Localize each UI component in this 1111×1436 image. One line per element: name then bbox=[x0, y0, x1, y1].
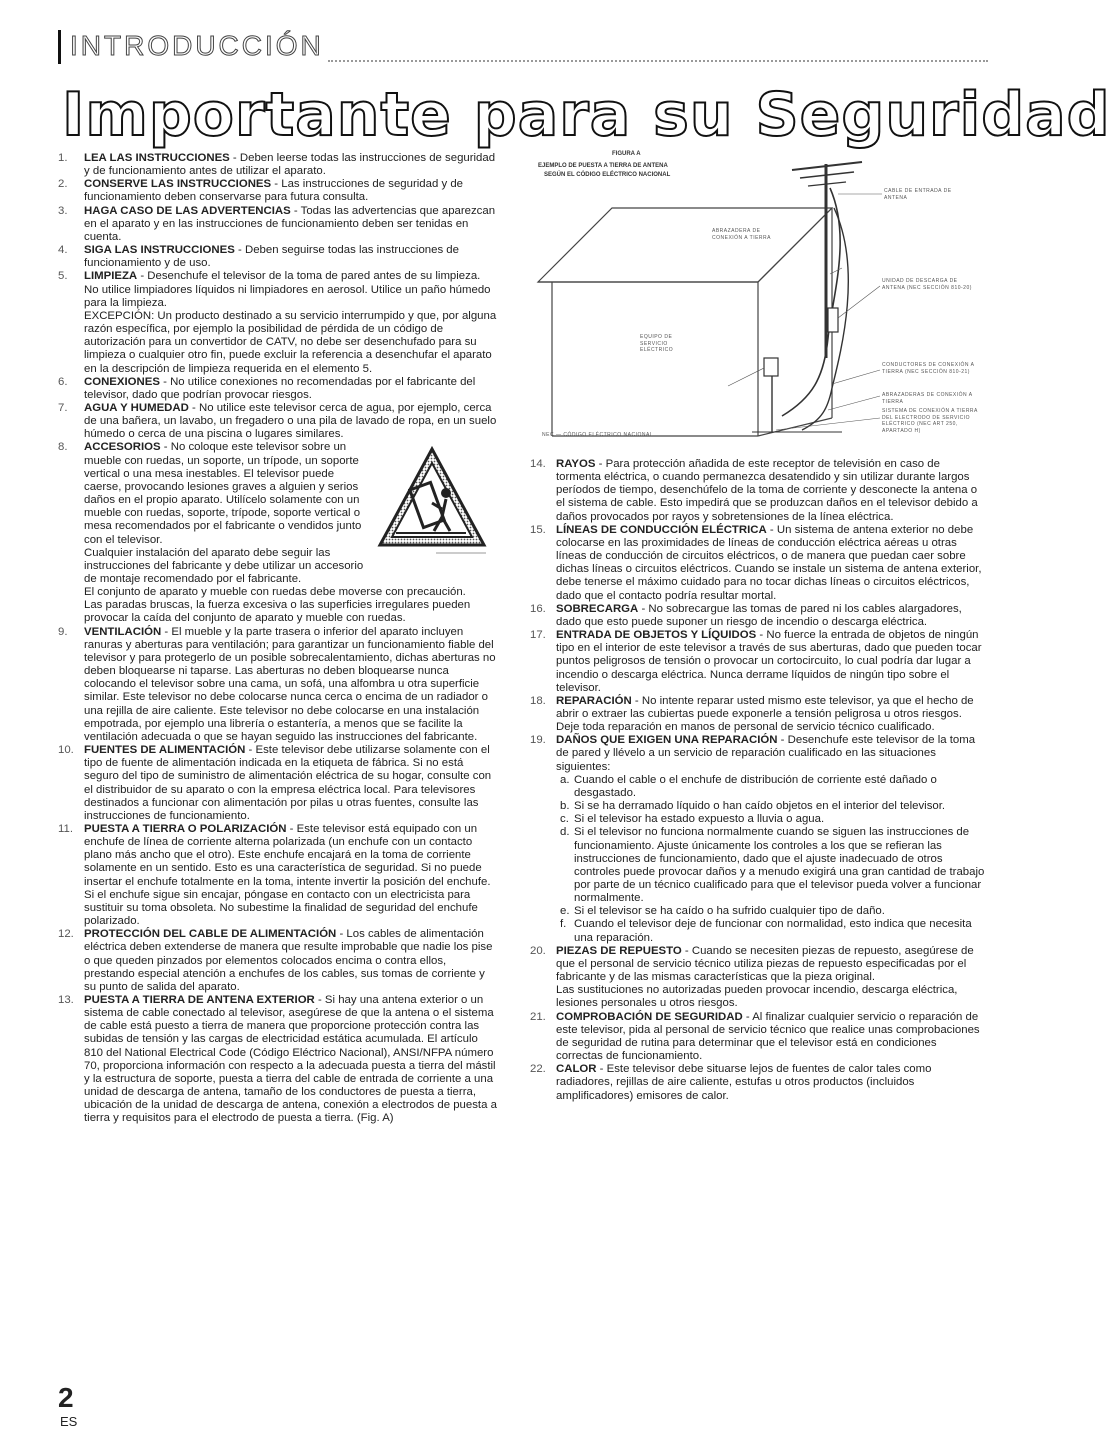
item-text: - Todas las advertencias que aparezcan en el aparato y en las instrucciones de funcionamiento deben ser tenidas en cuenta. bbox=[84, 204, 496, 243]
item-paragraph: EXCEPCIÓN: Un producto destinado a su servicio interrumpido y que, por alguna razón específica, por ejemplo la posibilidad de pérdida de un código de autorización para un convertidor de CATV, no debe ser desenchufado para su limpieza o cualquier otro fin, puede excluir la referencia a desenchufar el aparato en la descripción de limpieza requerida en el elemento 5. bbox=[84, 309, 497, 375]
safety-item bbox=[58, 928, 498, 994]
item-heading: COMPROBACIÓN DE SEGURIDAD bbox=[556, 1010, 743, 1023]
item-number: 13. bbox=[58, 994, 74, 1006]
item-heading: PIEZAS DE REPUESTO bbox=[556, 944, 682, 957]
figure-subtitle: SEGÚN EL CÓDIGO ELÉCTRICO NACIONAL bbox=[544, 172, 671, 178]
item-heading: CALOR bbox=[556, 1063, 597, 1076]
safety-item bbox=[58, 626, 498, 744]
item-heading: SIGA LAS INSTRUCCIONES bbox=[84, 244, 235, 257]
label-antenna-cable: CABLE DE ENTRADA DE ANTENA bbox=[884, 188, 952, 201]
sub-item bbox=[556, 826, 986, 905]
item-text: - Cuando se necesiten piezas de repuesto, asegúrese de que el personal de servicio técnico utiliza piezas de repuesto especificadas por el fabricante y de las mismas características que la pieza original. bbox=[556, 944, 974, 984]
safety-item bbox=[58, 152, 498, 178]
safety-item bbox=[530, 1011, 986, 1064]
safety-item bbox=[58, 994, 498, 1126]
safety-item bbox=[530, 629, 986, 695]
item-heading: PUESTA A TIERRA DE ANTENA EXTERIOR bbox=[84, 994, 315, 1006]
item-paragraph: Las paradas bruscas, la fuerza excesiva o las superficies irregulares pueden provocar la caída del conjunto de aparato y mueble con ruedas. bbox=[84, 599, 471, 625]
item-number: 21. bbox=[530, 1010, 546, 1023]
page-number: 2 bbox=[58, 1382, 74, 1413]
item-text: - Para protección añadida de este receptor de televisión en caso de tormenta eléctrica, o cuando permanezca desatendido y sin utilizar durante largos períodos de tiempo, desenchúfelo de la toma de corriente y desconecte la antena o el sistema de cable. Esto impedirá que se produzcan daños en el televisor debido a daños provocados por rayos y sobretensiones de la línea eléctrica. bbox=[556, 458, 978, 523]
item-text: - Un sistema de antena exterior no debe colocarse en las proximidades de líneas de conducción eléctrica aéreas u otras líneas de conducción de circuitos eléctricos, o de manera que puedan caer sobre dichas líneas o circuitos eléctricos. Cuando se instale un sistema de antena exterior, debe tenerse el máximo cuidado para no tocar dichas líneas o circuitos eléctricos, dado que el contacto podría resultar mortal. bbox=[556, 523, 982, 602]
sub-item-text: Cuando el cable o el enchufe de distribución de corriente esté dañado o desgastado. bbox=[574, 773, 937, 799]
figure-subtitle: EJEMPLO DE PUESTA A TIERRA DE ANTENA bbox=[538, 163, 668, 169]
label-ground-clamp: ABRAZADERA DE CONEXIÓN A TIERRA bbox=[712, 228, 771, 241]
item-number: 3. bbox=[58, 204, 68, 217]
item-heading: SOBRECARGA bbox=[556, 602, 639, 615]
item-number: 8. bbox=[58, 441, 68, 454]
item-text: - No fuerce la entrada de objetos de ningún tipo en el interior de este televisor a través de sus aberturas, dado que pueden tocar puntos peligrosos de tensión o provocar un cortocircuito, lo cual podría dar lugar a incendio o descarga eléctrica. Nunca derrame líquidos de ningún tipo sobre el televisor. bbox=[556, 629, 982, 694]
sub-item-text: Cuando el televisor deje de funcionar con normalidad, esto indica que necesita una reparación. bbox=[574, 918, 972, 944]
label-electrode-system: SISTEMA DE CONEXIÓN A TIERRA DEL ELECTRODO DE SERVICIO ELÉCTRICO (NEC ART 250, APARTADO H) bbox=[882, 408, 978, 434]
sub-item-letter: a. bbox=[560, 773, 570, 786]
item-number: 6. bbox=[58, 375, 68, 388]
item-heading: PROTECCIÓN DEL CABLE DE ALIMENTACIÓN bbox=[84, 928, 337, 941]
item-number: 16. bbox=[530, 602, 546, 615]
item-text: - El mueble y la parte trasera o inferior del aparato incluyen ranuras y aberturas para ventilación; para garantizar un funcionamiento fiable del televisor y para protegerlo de un posible sobrecalentamiento, dichas aberturas no deben bloquearse ni taparse. Las aberturas no deben bloquearse nunca colocando el televisor sobre una cama, un sofá, una alfombra u otra superficie similar. Este televisor no debe colocarse nunca cerca o encima de un radiador o una rejilla de aire caliente. Este televisor no debe colocarse en una instalación empotrada, por ejemplo una librería o estantería, a menos que se facilite la ventilación adecuada o que se hayan seguido las instrucciones del fabricante. bbox=[84, 625, 496, 743]
item-text: - No coloque este televisor sobre un mueble con ruedas, un soporte, un trípode, un soporte vertical o una mesa inestables. El televisor puede caerse, provocando lesiones graves a alguien y serios daños en el propio aparato. Utilícelo solamente con un mueble con ruedas, soporte, trípode, soporte vertical o mesa recomendados por el fabricante o vendidos junto con el televisor. bbox=[84, 441, 362, 546]
antenna-grounding-figure bbox=[532, 148, 988, 448]
item-number: 12. bbox=[58, 928, 74, 941]
item-heading: RAYOS bbox=[556, 458, 596, 470]
item-number: 20. bbox=[530, 944, 546, 957]
sub-item-letter: d. bbox=[560, 826, 570, 839]
safety-item bbox=[58, 376, 498, 402]
figure-title: FIGURA A bbox=[612, 151, 641, 157]
item-text: - No utilice conexiones no recomendadas por el fabricante del televisor, dado que podrían provocar riesgos. bbox=[84, 375, 476, 401]
item-heading: REPARACIÓN bbox=[556, 694, 632, 707]
safety-item bbox=[58, 823, 498, 928]
item-paragraph: El conjunto de aparato y mueble con ruedas debe moverse con precaución. bbox=[84, 586, 466, 599]
page-title: Importante para su Seguridad bbox=[62, 80, 1111, 150]
safety-item-8 bbox=[58, 441, 498, 625]
item-number: 14. bbox=[530, 458, 546, 470]
item-heading: VENTILACIÓN bbox=[84, 625, 162, 638]
label-discharge-unit: UNIDAD DE DESCARGA DE ANTENA (NEC SECCIÓN 810-20) bbox=[882, 278, 972, 291]
item-text: - Las instrucciones de seguridad y de funcionamiento deben conservarse para futura consulta. bbox=[84, 178, 463, 204]
safety-item bbox=[58, 744, 498, 823]
item-heading: LIMPIEZA bbox=[84, 270, 138, 283]
item-paragraph: Cualquier instalación del aparato debe seguir las instrucciones del fabricante y debe utilizar un accesorio de montaje recomendado por el fabricante. bbox=[84, 546, 364, 585]
item-number: 17. bbox=[530, 629, 546, 642]
safety-item bbox=[58, 178, 498, 204]
section-header bbox=[58, 28, 988, 68]
dotted-rule bbox=[328, 60, 988, 62]
sub-item bbox=[556, 774, 986, 800]
sub-item-letter: b. bbox=[560, 800, 570, 813]
sub-item-text: Si el televisor no funciona normalmente cuando se siguen las instrucciones de funcionamiento. Ajuste únicamente los controles a los que se refieran las instrucciones de funcionamiento, dado que el ajuste inadecuado de otros controles puede provocar daños y a menudo exigirá una gran cantidad de trabajo por parte de un técnico cualificado para que el televisor pueda volver a funcionar normalmente. bbox=[574, 826, 985, 905]
sub-item-text: Si el televisor se ha caído o ha sufrido cualquier tipo de daño. bbox=[574, 905, 885, 918]
safety-item bbox=[58, 244, 498, 270]
sub-item-letter: e. bbox=[560, 905, 570, 918]
sub-item bbox=[556, 905, 986, 918]
item-heading: PUESTA A TIERRA O POLARIZACIÓN bbox=[84, 822, 287, 835]
sub-item-text: Si el televisor ha estado expuesto a lluvia o agua. bbox=[574, 813, 825, 826]
safety-item bbox=[58, 402, 498, 441]
item-text: - Deben seguirse todas las instrucciones de funcionamiento y de uso. bbox=[84, 244, 459, 270]
item-text: - Este televisor debe utilizarse solamente con el tipo de fuente de alimentación indicada en la etiqueta de fábrica. Si no está seguro del tipo de suministro de alimentación eléctrica de su hogar, consulte con el distribuidor de su aparato o con la empresa eléctrica local. Para televisores destinados a funcionar con alimentación por pilas u otras fuentes, consulte las instrucciones de funcionamiento. bbox=[84, 744, 492, 822]
item-number: 1. bbox=[58, 152, 68, 164]
safety-item bbox=[530, 603, 986, 629]
item-text: - No intente reparar usted mismo este televisor, ya que el hecho de abrir o extraer las cubiertas puede exponerle a tensión peligrosa u otros riesgos. Deje toda reparación en manos de personal de servicio técnico cualificado. bbox=[556, 694, 974, 734]
item-heading: ENTRADA DE OBJETOS Y LÍQUIDOS bbox=[556, 629, 757, 642]
safety-item-19 bbox=[530, 734, 986, 945]
item-number: 2. bbox=[58, 178, 68, 191]
item-text: - No utilice este televisor cerca de agua, por ejemplo, cerca de una bañera, un lavabo, un fregadero o una pila de lavado de ropa, en un suelo húmedo o cerca de una piscina o lugares similares. bbox=[84, 401, 497, 441]
item-text: - No sobrecargue las tomas de pared ni los cables alargadores, dado que esto puede suponer un riesgo de incendio o descarga eléctrica. bbox=[556, 602, 962, 628]
item-number: 18. bbox=[530, 694, 546, 707]
safety-item bbox=[530, 458, 986, 524]
item-heading: FUENTES DE ALIMENTACIÓN bbox=[84, 744, 246, 757]
safety-item bbox=[530, 524, 986, 603]
item-heading: LÍNEAS DE CONDUCCIÓN ELÉCTRICA bbox=[556, 523, 767, 536]
item-number: 4. bbox=[58, 244, 68, 257]
item-number: 22. bbox=[530, 1063, 546, 1076]
item-number: 7. bbox=[58, 401, 68, 414]
item-text: - Este televisor debe situarse lejos de fuentes de calor tales como radiadores, rejillas de aire caliente, estufas u otros productos (incluidos amplificadores) emisores de calor. bbox=[556, 1063, 932, 1102]
page-language: ES bbox=[60, 1414, 78, 1429]
cart-warning-icon bbox=[376, 445, 488, 563]
label-service-equipment: EQUIPO DE SERVICIO ELÉCTRICO bbox=[640, 334, 674, 353]
left-column bbox=[58, 152, 498, 1126]
label-ground-conductors: CONDUCTORES DE CONEXIÓN A TIERRA (NEC SECCIÓN 810-21) bbox=[882, 362, 975, 375]
sub-item bbox=[556, 800, 986, 813]
item-heading: AGUA Y HUMEDAD bbox=[84, 401, 189, 414]
item-text: - Este televisor está equipado con un enchufe de línea de corriente alterna polarizada (un enchufe con un contacto plano más ancho que el otro). Este enchufe encajará en la toma de corriente solamente en un sentido. Esto es una característica de seguridad. Si no puede insertar el enchufe totalmente en la toma, intente invertir la posición del enchufe. Si el enchufe sigue sin encajar, póngase en contacto con un electricista para sustituir su toma obsoleta. No subestime la finalidad de seguridad del enchufe polarizado. bbox=[84, 822, 491, 928]
item-heading: CONEXIONES bbox=[84, 375, 160, 388]
sub-item bbox=[556, 813, 986, 826]
item-number: 15. bbox=[530, 523, 546, 536]
item-number: 9. bbox=[58, 625, 68, 638]
item-heading: ACCESORIOS bbox=[84, 441, 161, 454]
sub-item-letter: f. bbox=[560, 918, 567, 931]
safety-item bbox=[530, 695, 986, 734]
item-paragraph: Las sustituciones no autorizadas pueden provocar incendio, descarga eléctrica, lesiones personales u otros riesgos. bbox=[556, 984, 958, 1010]
label-nec: NEC — CÓDIGO ELÉCTRICO NACIONAL bbox=[542, 432, 654, 438]
sub-item-text: Si se ha derramado líquido o han caído objetos en el interior del televisor. bbox=[574, 800, 946, 813]
item-text: - Si hay una antena exterior o un sistema de cable conectado al televisor, asegúrese de que la antena o el sistema de cable está puesto a tierra de manera que proporcione protección contra las subidas de tensión y las cargas de electricidad estática acumulada. El artículo 810 del National Electrical Code (Código Eléctrico Nacional), ANSI/NFPA número 70, proporciona información con respecto a la adecuada puesta a tierra del mástil y la estructura de soporte, puesta a tierra del cable de entrada de corriente a una unidad de descarga de antena, tamaño de los conductores de puesta a tierra, ubicación de la unidad de descarga de antena, conexión a electrodos de puesta a tierra y requisitos para el electrodo de puesta a tierra. (Fig. A) bbox=[84, 994, 497, 1125]
item-heading: DAÑOS QUE EXIGEN UNA REPARACIÓN bbox=[556, 734, 778, 747]
right-column bbox=[530, 458, 986, 1103]
item-text: - Al finalizar cualquier servicio o reparación de este televisor, pida al personal de servicio técnico que realice unas comprobaciones de seguridad de rutina para determinar que el televisor está en condiciones correctas de funcionamiento. bbox=[556, 1010, 980, 1063]
safety-item bbox=[530, 1063, 986, 1102]
item-number: 19. bbox=[530, 734, 546, 747]
item-heading: CONSERVE LAS INSTRUCCIONES bbox=[84, 178, 272, 191]
sub-item bbox=[556, 918, 986, 944]
sub-item-letter: c. bbox=[560, 813, 569, 826]
item-number: 11. bbox=[58, 822, 73, 835]
item-heading: LEA LAS INSTRUCCIONES bbox=[84, 152, 230, 164]
section-label: INTRODUCCIÓN bbox=[70, 30, 324, 61]
item-text: - Deben leerse todas las instrucciones de seguridad y de funcionamiento antes de utilizar el aparato. bbox=[84, 152, 496, 178]
section-marker bbox=[58, 30, 61, 64]
item-text: - Los cables de alimentación eléctrica deben extenderse de manera que resulte improbable que nadie los pise o que queden pinzados por elementos colocados encima o contra ellos, prestando especial atención a enchufes de los cables, sus tomas de corriente y su punto de salida del aparato. bbox=[84, 928, 493, 993]
safety-item bbox=[530, 945, 986, 1011]
item-text: - Desenchufe el televisor de la toma de pared antes de su limpieza. No utilice limpiadores líquidos ni limpiadores en aerosol. Utilice un paño húmedo para la limpieza. bbox=[84, 270, 491, 309]
item-number: 10. bbox=[58, 744, 74, 757]
safety-item bbox=[58, 205, 498, 244]
item-heading: HAGA CASO DE LAS ADVERTENCIAS bbox=[84, 204, 291, 217]
label-ground-clamps: ABRAZADERAS DE CONEXIÓN A TIERRA bbox=[882, 392, 973, 405]
item-text: - Desenchufe este televisor de la toma de pared y llévelo a un servicio de reparación cualificado en las situaciones siguientes: bbox=[556, 734, 976, 773]
safety-item bbox=[58, 270, 498, 375]
item-number: 5. bbox=[58, 270, 68, 283]
